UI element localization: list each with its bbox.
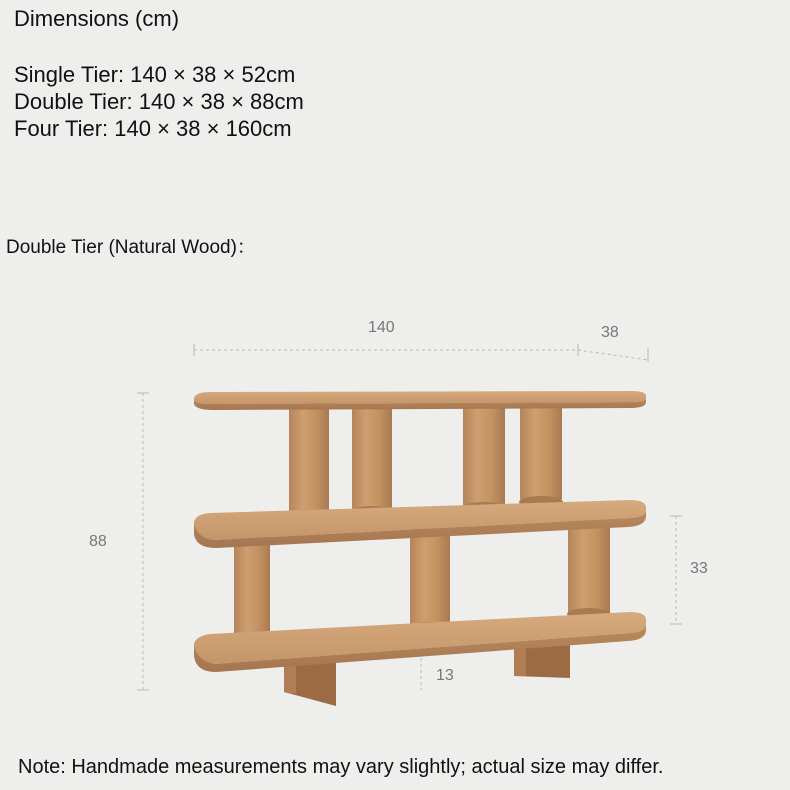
height-dimension-label: 88 [89,533,107,550]
depth-dimension-label: 38 [601,324,619,341]
spec-four-tier: Four Tier: 140 × 38 × 160cm [14,116,292,141]
depth-dimension-line [578,350,648,360]
variant-label: Double Tier (Natural Wood)： [6,237,256,258]
page-title: Dimensions (cm) [14,6,180,31]
width-dimension-label: 140 [368,319,395,336]
leg-dimension-label: 13 [436,667,454,684]
top-shelf [194,391,646,410]
tier-dimension-label: 33 [690,560,708,577]
footer-note: Note: Handmade measurements may vary slightly; actual size may differ. [18,756,664,778]
spec-single-tier: Single Tier: 140 × 38 × 52cm [14,62,296,87]
spec-double-tier: Double Tier: 140 × 38 × 88cm [14,89,304,114]
